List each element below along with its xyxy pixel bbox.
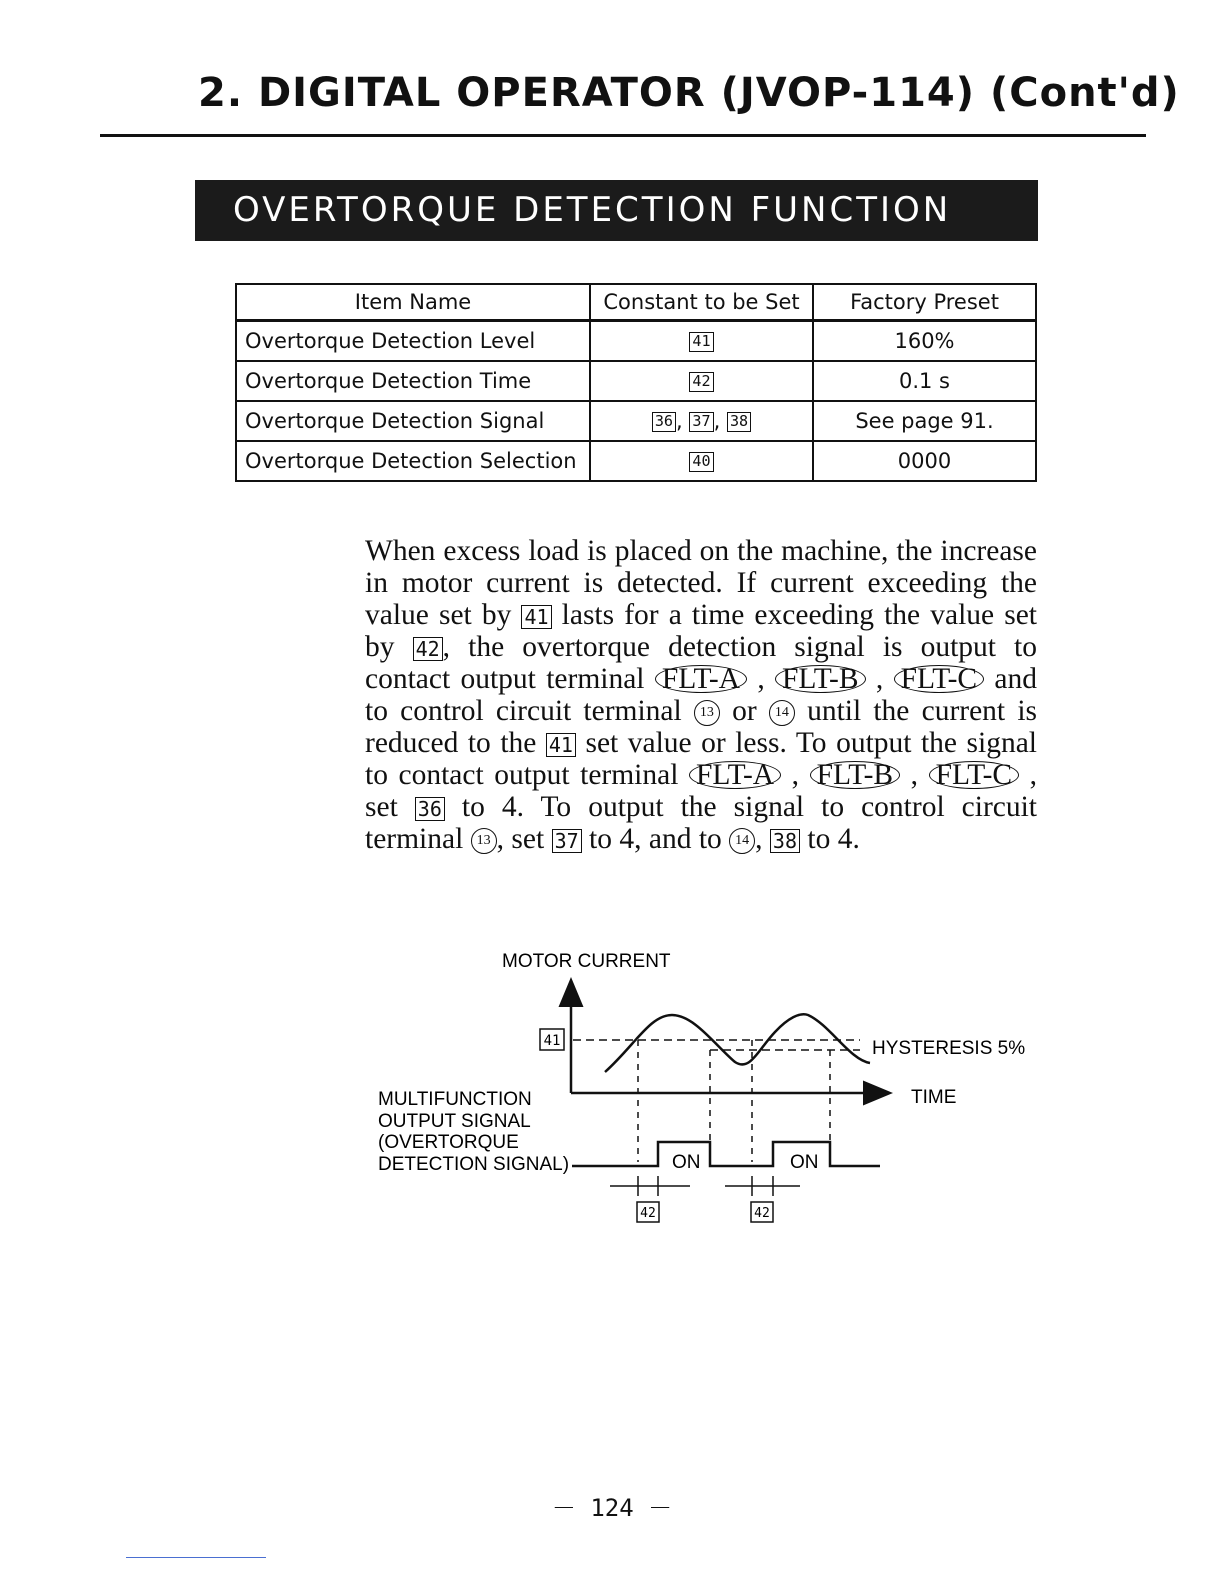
- terminal-flt-c: FLT-C: [894, 665, 985, 693]
- hysteresis-label: HYSTERESIS 5%: [872, 1038, 1026, 1059]
- constant-box: 37: [689, 412, 713, 431]
- constant-box: 38: [770, 829, 800, 853]
- terminal-14: 14: [769, 700, 795, 726]
- text-run: to 4, and to: [581, 823, 730, 855]
- table-cell-preset: 0.1 s: [813, 361, 1036, 401]
- terminal-flt-b: FLT-B: [775, 665, 866, 693]
- table-cell-preset: 160%: [813, 321, 1036, 362]
- terminal-13: 13: [471, 828, 497, 854]
- constant-box: 36: [652, 412, 676, 431]
- table-header-preset: Factory Preset: [813, 284, 1036, 321]
- constant-box: 36: [415, 797, 445, 821]
- text-run: , the overtorque detection signal is output to contact output terminal: [365, 631, 1037, 695]
- text-run: until the current is reduced to the: [365, 695, 1037, 759]
- text-run: When excess load is placed on the machine, the increase in motor current is detected. If current exceeding the value set by: [365, 535, 1037, 631]
- table-cell-constant: [590, 441, 813, 481]
- text-run: lasts for a time exceeding the value set by: [365, 599, 1038, 663]
- output-label-line: MULTIFUNCTION: [378, 1089, 532, 1110]
- terminal-flt-b: FLT-B: [810, 761, 901, 789]
- text-run: ,: [747, 663, 776, 695]
- output-label-line: DETECTION SIGNAL): [378, 1154, 570, 1175]
- output-label-line: OUTPUT SIGNAL: [378, 1111, 531, 1132]
- motor-current-label: MOTOR CURRENT: [502, 951, 671, 972]
- terminal-14: 14: [729, 828, 755, 854]
- page-number: － 124 －: [551, 1494, 673, 1522]
- table-cell-item: Overtorque Detection Level: [236, 321, 590, 362]
- text-run: ,: [755, 823, 770, 855]
- terminal-flt-c: FLT-C: [929, 761, 1020, 789]
- page-header-title: 2. DIGITAL OPERATOR (JVOP-114) (Cont'd): [198, 70, 1180, 116]
- text-run: to 4. To output the signal to control circuit terminal: [365, 791, 1038, 855]
- overtorque-timing-diagram: [360, 940, 1040, 1240]
- terminal-flt-a: FLT-A: [689, 761, 781, 789]
- table-row: [236, 321, 1036, 362]
- table-row: [236, 441, 1036, 481]
- terminal-flt-a: FLT-A: [655, 665, 747, 693]
- constant-box: 41: [521, 605, 551, 629]
- text-run: , set: [496, 823, 552, 855]
- table-cell-item: Overtorque Detection Selection: [236, 441, 590, 481]
- text-run: , set: [365, 759, 1038, 823]
- constant-box: 40: [689, 452, 713, 471]
- terminal-13: 13: [694, 700, 720, 726]
- constant-box: 41: [546, 733, 576, 757]
- constant-box: 42: [413, 637, 443, 661]
- section-banner: OVERTORQUE DETECTION FUNCTION: [195, 180, 1038, 241]
- table-cell-item: Overtorque Detection Signal: [236, 401, 590, 441]
- text-run: or: [719, 695, 769, 727]
- header-rule: [100, 134, 1146, 137]
- table-row: [236, 401, 1036, 441]
- text-run: ,: [781, 759, 810, 791]
- constant-box: 42: [689, 372, 713, 391]
- footer-line: [126, 1557, 266, 1558]
- text-run: set value or less. To output the signal to contact output terminal: [365, 727, 1037, 791]
- constant-box: 38: [727, 412, 751, 431]
- table-cell-constant: 36 , 37 , 38: [590, 401, 813, 441]
- text-run: ,: [865, 663, 894, 695]
- table-header-item: Item Name: [236, 284, 590, 321]
- description-paragraph: [365, 535, 1037, 855]
- table-row: [236, 361, 1036, 401]
- table-cell-constant: [590, 321, 813, 362]
- on-label: ON: [790, 1152, 819, 1173]
- output-label-line: (OVERTORQUE: [378, 1132, 519, 1153]
- constant-box: 37: [552, 829, 582, 853]
- parameter-table: [235, 283, 1037, 482]
- delay-constant-label: 42: [754, 1206, 770, 1221]
- table-cell-preset: See page 91.: [813, 401, 1036, 441]
- table-cell-item: Overtorque Detection Time: [236, 361, 590, 401]
- output-signal-waveform: [572, 1142, 880, 1166]
- text-run: and to control circuit terminal: [365, 663, 1038, 727]
- table-cell-constant: [590, 361, 813, 401]
- text-run: ,: [900, 759, 929, 791]
- time-label: TIME: [911, 1087, 957, 1108]
- delay-constant-label: 42: [640, 1206, 656, 1221]
- table-header-constant: Constant to be Set: [590, 284, 813, 321]
- table-header-row: [236, 284, 1036, 321]
- table-cell-preset: 0000: [813, 441, 1036, 481]
- on-label: ON: [672, 1152, 701, 1173]
- level-constant-label: 41: [543, 1033, 561, 1049]
- text-run: to 4.: [800, 823, 860, 855]
- constant-box: 41: [689, 332, 713, 351]
